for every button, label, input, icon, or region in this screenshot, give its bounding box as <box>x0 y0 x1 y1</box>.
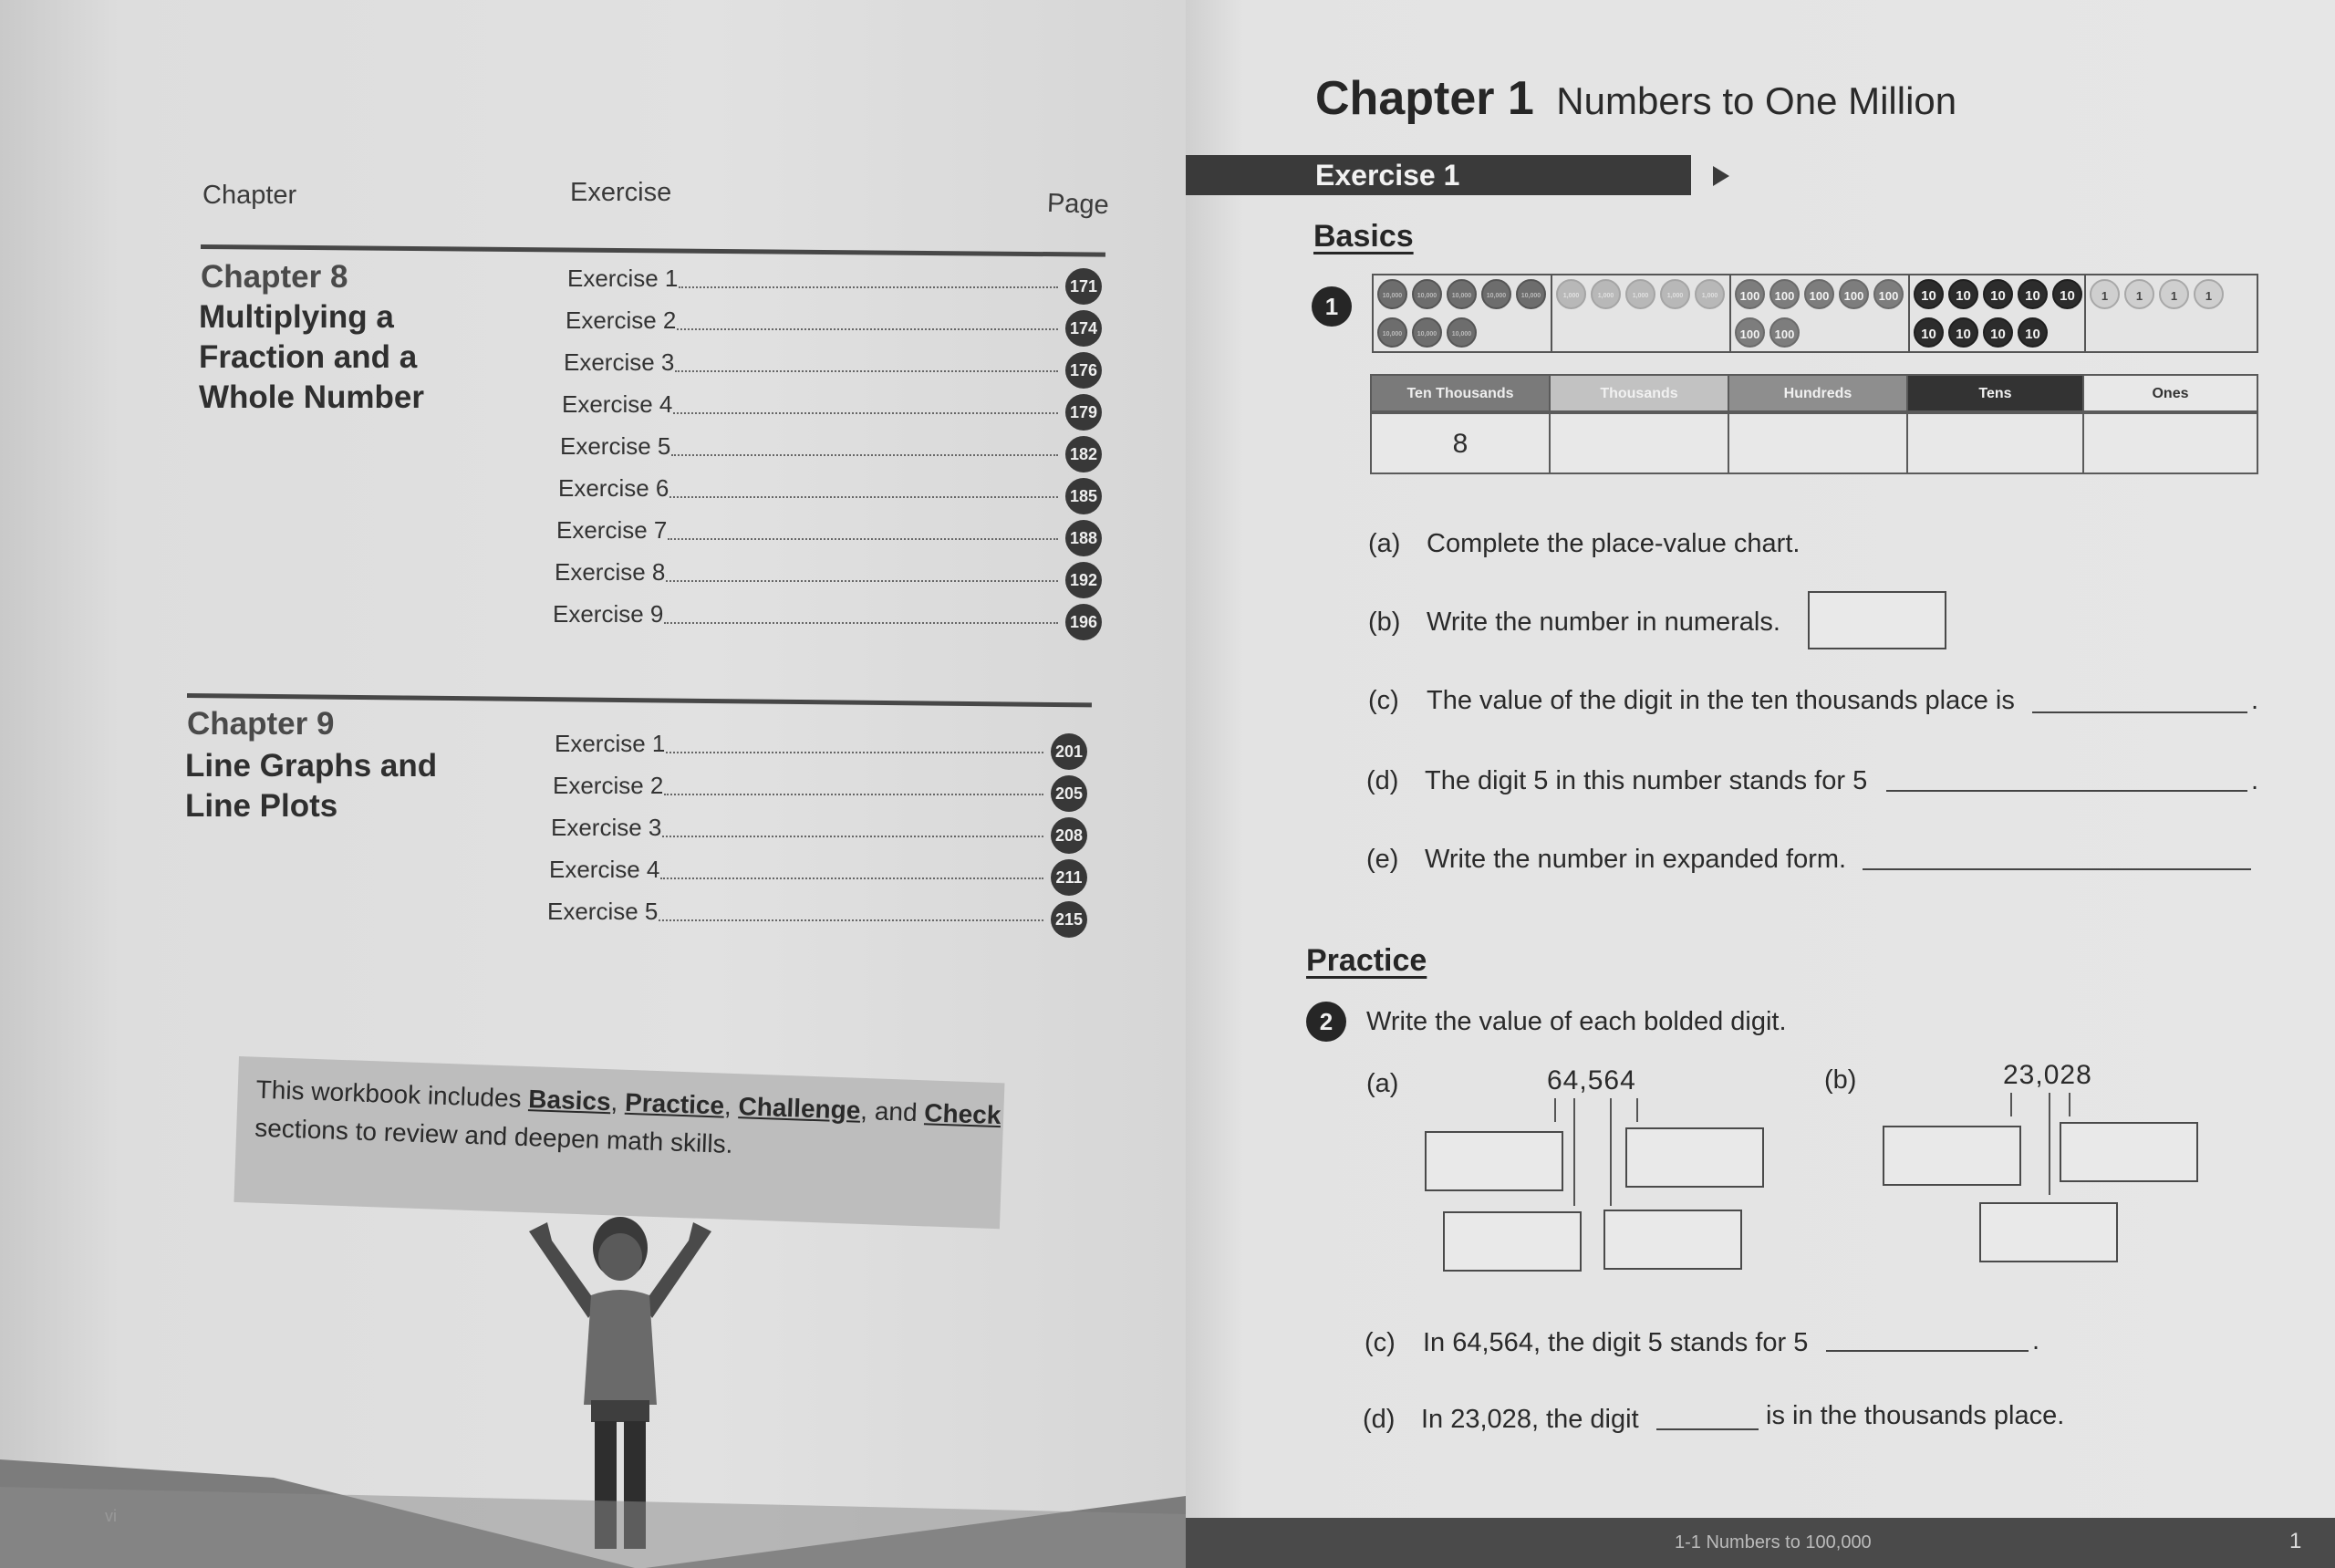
place-value-disc: 10 <box>2052 279 2082 309</box>
page-number-badge: 211 <box>1051 859 1087 896</box>
exercise-label: Exercise 3 <box>551 814 662 841</box>
dot-leader <box>679 286 1058 288</box>
question-2a-number: 64,564 <box>1547 1065 1636 1096</box>
exercise-row <box>547 898 1096 934</box>
page-number-badge: 174 <box>1065 310 1102 347</box>
dot-leader <box>675 370 1058 372</box>
dot-leader <box>664 622 1058 624</box>
q-label: (b) <box>1368 607 1401 637</box>
chapter-title: Numbers to One Million <box>1556 79 1957 122</box>
chapter-8-name-line: Fraction and a <box>199 339 418 375</box>
page-number-badge: 188 <box>1065 520 1102 556</box>
chapter-heading <box>1315 71 1956 126</box>
answer-box-2a-4[interactable] <box>1603 1210 1742 1270</box>
answer-blank-2c[interactable] <box>1826 1350 2029 1352</box>
page-footer <box>1186 1518 2335 1568</box>
exercise-row <box>553 600 1111 637</box>
question-2-badge: 2 <box>1306 1002 1346 1042</box>
place-value-disc: 100 <box>1769 317 1800 348</box>
exercise-row <box>549 856 1096 892</box>
place-value-disc: 10,000 <box>1412 279 1442 309</box>
chapter-8-name-line: Whole Number <box>199 379 424 415</box>
arrow-icon <box>1573 1098 1575 1206</box>
pv-header-hundreds: Hundreds <box>1728 374 1908 412</box>
q-text: The digit 5 in this number stands for 5 <box>1425 766 1868 795</box>
chapter-8-name-line: Multiplying a <box>199 299 394 335</box>
page-number-badge: 205 <box>1051 775 1087 812</box>
q-label: (c) <box>1368 686 1399 715</box>
note-challenge: Challenge <box>738 1092 861 1125</box>
pv-cell-thousands[interactable] <box>1549 412 1729 474</box>
banner-arrow-icon <box>1713 166 1729 186</box>
chapter-9-name <box>185 746 437 826</box>
exercise-label: Exercise 4 <box>549 856 660 883</box>
chapter-8-divider <box>201 244 1105 257</box>
q-text: In 23,028, the digit <box>1421 1405 1639 1434</box>
page-number-badge: 196 <box>1065 604 1102 640</box>
place-value-disc: 10 <box>1948 317 1978 348</box>
exercise-label: Exercise 9 <box>553 600 664 628</box>
place-value-disc: 10 <box>2018 317 2048 348</box>
q-label: (e) <box>1366 845 1399 874</box>
note-practice: Practice <box>624 1087 725 1120</box>
dot-leader <box>669 496 1058 498</box>
place-value-disc: 10,000 <box>1377 317 1407 348</box>
q-label: (a) <box>1368 529 1401 558</box>
answer-blank-1e[interactable] <box>1863 868 2251 870</box>
arrow-icon <box>2049 1093 2050 1195</box>
page-number-badge: 215 <box>1051 901 1087 938</box>
q-text: Write the number in expanded form. <box>1425 845 1847 874</box>
place-value-disc: 100 <box>1804 279 1834 309</box>
exercise-row <box>553 772 1096 808</box>
q-label: (c) <box>1365 1328 1396 1357</box>
question-2d <box>1363 1405 1639 1435</box>
pv-header-ten-thousands: Ten Thousands <box>1370 374 1551 412</box>
place-value-disc: 10,000 <box>1377 279 1407 309</box>
exercise-label: Exercise 6 <box>558 474 669 502</box>
place-value-disc: 1,000 <box>1556 279 1586 309</box>
place-value-disc: 1,000 <box>1660 279 1690 309</box>
place-value-disc: 1 <box>2194 279 2224 309</box>
basics-heading: Basics <box>1313 219 1414 254</box>
q-text: Write the number in numerals. <box>1427 607 1780 637</box>
exercise-label: Exercise 5 <box>547 898 659 925</box>
question-1d-end: . <box>2251 766 2259 795</box>
dot-leader <box>666 752 1043 753</box>
pv-header-ones: Ones <box>2082 374 2258 412</box>
q-text: Complete the place-value chart. <box>1427 529 1801 558</box>
note-basics: Basics <box>527 1085 612 1116</box>
pv-header-thousands: Thousands <box>1549 374 1729 412</box>
chapter-9-name-line: Line Plots <box>185 788 338 824</box>
answer-blank-2d[interactable] <box>1656 1428 1759 1430</box>
question-1b <box>1368 607 1780 638</box>
q-text: In 64,564, the digit 5 stands for 5 <box>1423 1328 1809 1357</box>
page-number-badge: 201 <box>1051 733 1087 770</box>
place-value-disc: 10 <box>1948 279 1978 309</box>
exercise-label: Exercise 1 <box>555 730 666 757</box>
page-number-badge: 179 <box>1065 394 1102 431</box>
chapter-8-title: Chapter 8 <box>201 259 348 295</box>
pv-cell-tens[interactable] <box>1906 412 2084 474</box>
column-header-exercise: Exercise <box>570 178 672 207</box>
chapter-9-title: Chapter 9 <box>187 706 335 742</box>
dot-leader <box>671 454 1058 456</box>
workbook-note-box <box>234 1056 1004 1229</box>
dot-leader <box>659 919 1043 921</box>
disc-group-thousands <box>1551 274 1731 353</box>
pv-cell-ten-thousands[interactable]: 8 <box>1370 412 1551 474</box>
page-number-badge: 208 <box>1051 817 1087 854</box>
dot-leader <box>677 328 1058 330</box>
page-number-badge: 176 <box>1065 352 1102 389</box>
dot-leader <box>660 877 1043 879</box>
exercise-row <box>567 265 1111 301</box>
answer-box-2a-2[interactable] <box>1625 1127 1764 1188</box>
note-line-2: sections to review and deepen math skills. <box>254 1113 734 1158</box>
chapter-9-name-line: Line Graphs and <box>185 748 438 784</box>
dot-leader <box>668 538 1058 540</box>
question-1e <box>1366 845 1846 875</box>
ground-band <box>0 1459 1186 1568</box>
note-check: Check <box>923 1098 1001 1130</box>
question-2c-end: . <box>2032 1326 2040 1355</box>
q-text: The value of the digit in the ten thousands place is <box>1427 686 2015 715</box>
exercise-label: Exercise 3 <box>564 348 675 376</box>
arrow-icon <box>1610 1098 1612 1206</box>
dot-leader <box>664 794 1043 795</box>
disc-group-ones <box>2084 274 2258 353</box>
chapter-8-name <box>199 297 424 418</box>
place-value-disc: 10 <box>1983 279 2013 309</box>
place-value-disc: 10 <box>2018 279 2048 309</box>
right-page-number: 1 <box>2289 1529 2302 1553</box>
page-number-badge: 171 <box>1065 268 1102 305</box>
disc-group-ten-thousands <box>1372 274 1552 353</box>
place-value-disc: 1,000 <box>1695 279 1725 309</box>
place-value-disc: 10 <box>1914 317 1944 348</box>
column-header-chapter: Chapter <box>202 181 297 210</box>
arrow-icon <box>2069 1093 2070 1116</box>
exercise-row <box>562 390 1111 427</box>
question-1c <box>1368 686 2015 716</box>
question-2d-after: is in the thousands place. <box>1766 1401 2065 1430</box>
exercise-row <box>564 348 1111 385</box>
place-value-disc: 10,000 <box>1516 279 1546 309</box>
question-2b-label: (b) <box>1824 1065 1857 1095</box>
question-1a <box>1368 529 1800 559</box>
place-value-disc: 100 <box>1769 279 1800 309</box>
place-value-disc: 100 <box>1735 279 1765 309</box>
place-value-disc: 1 <box>2159 279 2189 309</box>
exercise-label: Exercise 8 <box>555 558 666 586</box>
q-label: (d) <box>1363 1405 1396 1434</box>
place-value-disc: 100 <box>1873 279 1904 309</box>
chapter-label: Chapter 1 <box>1315 72 1534 125</box>
answer-box-2b-2[interactable] <box>2060 1122 2198 1182</box>
place-value-disc: 10,000 <box>1447 317 1477 348</box>
answer-box-2b-3[interactable] <box>1979 1202 2118 1262</box>
question-2a-label: (a) <box>1366 1069 1399 1098</box>
pv-cell-ones[interactable] <box>2082 412 2258 474</box>
exercise-label: Exercise 4 <box>562 390 673 418</box>
dot-leader <box>673 412 1058 414</box>
page-number-badge: 185 <box>1065 478 1102 514</box>
exercise-label: Exercise 7 <box>556 516 668 544</box>
answer-box-1b[interactable] <box>1808 591 1946 649</box>
disc-group-tens <box>1908 274 2086 353</box>
exercise-row <box>556 516 1111 553</box>
question-1-badge: 1 <box>1312 286 1352 327</box>
pv-header-tens: Tens <box>1906 374 2084 412</box>
note-text: , <box>723 1091 740 1121</box>
arrow-icon <box>2010 1093 2012 1116</box>
answer-box-2a-3[interactable] <box>1443 1211 1582 1272</box>
place-value-disc: 1 <box>2090 279 2120 309</box>
place-value-disc: 1,000 <box>1591 279 1621 309</box>
left-page-number: vi <box>105 1507 117 1525</box>
question-2b-number: 23,028 <box>2003 1060 2092 1090</box>
place-value-disc: 1,000 <box>1625 279 1655 309</box>
exercise-row <box>560 432 1111 469</box>
place-value-disc: 1 <box>2124 279 2154 309</box>
place-value-disc: 100 <box>1839 279 1869 309</box>
arrow-icon <box>1636 1098 1638 1122</box>
exercise-label: Exercise 1 <box>1315 159 1460 192</box>
practice-heading: Practice <box>1306 943 1427 978</box>
exercise-row <box>555 558 1111 595</box>
page-number-badge: 182 <box>1065 436 1102 472</box>
place-value-disc: 10,000 <box>1481 279 1511 309</box>
exercise-label: Exercise 2 <box>566 306 677 334</box>
dot-leader <box>666 580 1058 582</box>
right-page-exercise <box>1186 0 2335 1568</box>
exercise-row <box>555 730 1096 766</box>
question-1d <box>1366 766 1867 796</box>
exercise-banner <box>1186 155 1691 195</box>
place-value-disc: 10 <box>1914 279 1944 309</box>
place-value-disc: 10 <box>1983 317 2013 348</box>
exercise-label: Exercise 1 <box>567 265 679 292</box>
arrow-icon <box>1554 1098 1556 1122</box>
q-label: (d) <box>1366 766 1399 795</box>
disc-group-hundreds <box>1729 274 1910 353</box>
answer-blank-1c[interactable] <box>2032 711 2247 713</box>
exercise-label: Exercise 2 <box>553 772 664 799</box>
place-value-disc: 10,000 <box>1447 279 1477 309</box>
note-text: This workbook includes <box>255 1075 529 1114</box>
exercise-row <box>551 814 1096 850</box>
dot-leader <box>662 836 1043 837</box>
question-2c <box>1365 1328 1808 1358</box>
answer-blank-1d[interactable] <box>1886 790 2247 792</box>
pv-cell-hundreds[interactable] <box>1728 412 1908 474</box>
page-number-badge: 192 <box>1065 562 1102 598</box>
footer-section-title: 1-1 Numbers to 100,000 <box>1675 1532 1872 1552</box>
exercise-label: Exercise 5 <box>560 432 671 460</box>
question-2-prompt: Write the value of each bolded digit. <box>1366 1007 1787 1036</box>
answer-box-2a-1[interactable] <box>1425 1131 1563 1191</box>
place-value-disc: 100 <box>1735 317 1765 348</box>
place-value-disc: 10,000 <box>1412 317 1442 348</box>
exercise-row <box>566 306 1111 343</box>
question-1c-end: . <box>2251 686 2259 715</box>
answer-box-2b-1[interactable] <box>1883 1126 2021 1186</box>
exercise-row <box>558 474 1111 511</box>
note-text: , <box>610 1087 626 1116</box>
column-header-page: Page <box>1046 188 1110 221</box>
note-text: , and <box>859 1096 925 1127</box>
